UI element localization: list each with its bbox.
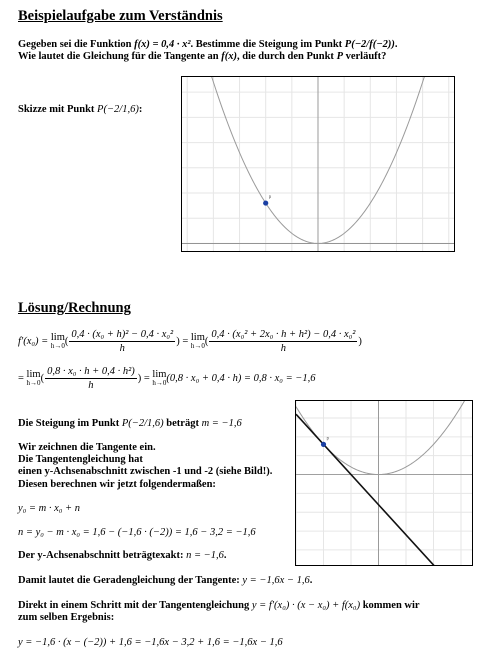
task-point: P [336,51,343,62]
slope-point: P(−2/1,6) [121,418,164,429]
fraction-2-num: 0,4 · (x₀² + 2x₀ · h + h²) − 0,4 · x₀² [211,329,356,340]
parabola-svg [182,77,454,251]
task-function: f(x) [221,51,237,62]
lim-sub: h→0 [26,378,41,387]
equals: = [179,335,191,347]
tangent-line-3: einen y-Achsenabschnitt zwischen -1 und -2 (siehe Bild!). [18,466,273,477]
tangent-svg [296,401,472,565]
direct-text: Direkt in einem Schritt mit der Tangentengleichung [18,600,252,611]
fraction-2 [209,329,357,354]
intercept-text: . [223,550,227,561]
parabola-plot [181,76,455,252]
task-text: Gegeben sei die Funktion [18,39,135,50]
sketch-label [18,104,142,116]
point-p-marker [321,442,326,447]
lim-sub: h→0 [50,341,65,350]
sketch-point: P(−2/1,6) [97,104,139,115]
point-p-marker [263,200,268,205]
slope-value: m = −1,6 [201,418,242,429]
line-equation-sentence [18,575,312,587]
direct-sentence-1 [18,600,420,612]
lim-text: lim [190,331,205,343]
slope-text: Die Steigung im Punkt [18,418,122,429]
tangent-plot [295,400,473,566]
line-text: . [309,575,313,586]
task-text: , die durch den Punkt [236,51,337,62]
task-function: f(x) = 0,4 · x² [134,39,191,50]
fraction-1-num: 0,4 · (x₀ + h)² − 0,4 · x₀² [71,329,174,340]
equation-n: n = y₀ − m · x₀ = 1,6 − (−1,6 · (−2)) = 1,6 − 3,2 = −1,6 [18,527,256,538]
lim-sub: h→0 [190,341,205,350]
limit-1 [51,333,65,351]
sketch-text: Skizze mit Punkt [18,104,98,115]
limit-3 [27,370,41,388]
lim-text: lim [26,368,41,380]
task-line-1 [18,39,397,51]
fraction-2-den: h [280,343,287,354]
task-line-2 [18,51,386,63]
point-p-label: P [268,195,272,201]
direct-sentence-2: zum selben Ergebnis: [18,612,115,623]
fraction-3 [45,366,137,391]
parabola-curve [296,401,472,475]
limit-2 [191,333,205,351]
intercept-text: Der y-Achsenabschnitt beträgtexakt: [18,550,187,561]
sketch-text: : [138,104,143,115]
equals: = [18,372,27,384]
point-p-label: P [326,436,329,442]
line-equation: y = −1,6x − 1,6 [242,575,310,586]
paren: ) [176,335,180,347]
paren: ( [64,335,69,347]
fraction-3-num: 0,8 · x₀ · h + 0,4 · h²) [47,366,135,377]
intercept-value: n = −1,6 [186,550,224,561]
heading-example: Beispielaufgabe zum Verständnis [18,8,223,24]
final-equation: y = −1,6 · (x − (−2)) + 1,6 = −1,6x − 3,2 + 1,6 = −1,6x − 1,6 [18,637,283,648]
task-text: . Bestimme die Steigung im Punkt [190,39,345,50]
lim-sub: h→0 [152,378,167,387]
intercept-sentence [18,550,227,562]
derivation-result: (0,8 · x₀ + 0,4 · h) = 0,8 · x₀ = −1,6 [166,372,316,384]
lim-text: lim [152,368,167,380]
fraction-1 [69,329,175,354]
derivative-lhs: f′(x₀) = [18,335,51,347]
limit-4 [152,370,166,388]
derivation-line-1 [18,329,362,354]
paren: ( [40,372,45,384]
tangent-line-1: Wir zeichnen die Tangente ein. [18,442,156,453]
task-text: Wie lautet die Gleichung für die Tangente an [18,51,222,62]
fraction-3-den: h [88,380,94,391]
heading-solution: Lösung/Rechnung [18,300,131,316]
line-text: Damit lautet die Geradengleichung der Tangente: [18,575,243,586]
equation-y0: y₀ = m · x₀ + n [18,503,81,514]
paren: ) [137,372,142,384]
derivation-line-2 [18,366,316,391]
paren: ) [358,335,362,347]
paren: ( [204,335,209,347]
tangent-formula: y = f′(x₀) · (x − x₀) + f(x₀) [251,600,361,611]
slope-sentence [18,418,242,430]
slope-text: beträgt [163,418,202,429]
task-text: . [394,39,398,50]
direct-text: kommen wir [360,600,420,611]
tangent-line-2: Die Tangentengleichung hat [18,454,143,465]
lim-text: lim [50,331,65,343]
tangent-line-4: Diesen berechnen wir jetzt folgendermaßen: [18,479,216,490]
task-text: verläuft? [342,51,387,62]
task-point: P(−2/f(−2)) [344,39,395,50]
fraction-1-den: h [119,343,125,354]
equals: = [141,372,153,384]
